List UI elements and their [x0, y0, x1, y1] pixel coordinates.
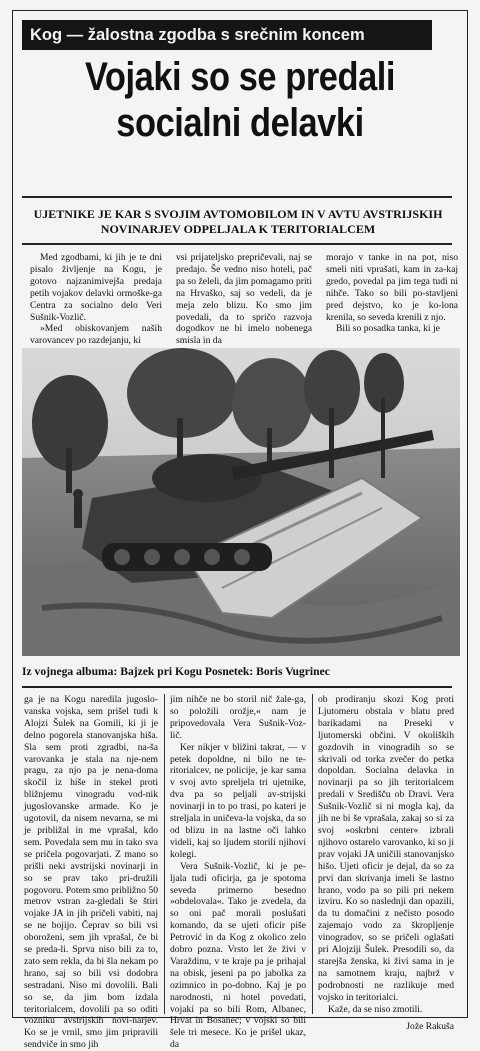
headline-line-2: socialni delavki — [116, 101, 364, 145]
paragraph: morajo v tanke in na pot, niso smeli niti vprašati, kam in za-kaj gredo, povedal pa jim tega tudi ni nihče. Tako so bili po-stavljeni pred dejstvo, ko je ko-lona krenila, so seveda krenili z njo. — [326, 252, 458, 323]
paragraph: Bili so posadka tanka, ki je — [336, 323, 440, 335]
headline-line-1: Vojaki so se predali — [84, 55, 396, 99]
paragraph: Kaže, da se niso zmotili. — [328, 1003, 423, 1015]
tank-photo — [22, 348, 460, 656]
subheadline — [30, 207, 446, 237]
paragraph: Ker nikjer v bližini takrat, — v petek dopoldne, ni bilo ne te-ritorialcev, ne policije, je kar sama v svoj avto spreljela tri ujetnike, dva pa so peljali av-strijski novinarji in to po trasi, po kateri je streljala in uničeva-la vojska, da so od blizu in na lastne oči lahko videli, kaj so ljudem storili njihovi kolegi. — [170, 741, 306, 860]
paragraph: Med zgodbami, ki jih je te dni pisalo življenje na Kogu, je gotovo najzanimivejša predaja petih vojakov delavki ormoške-ga Centra za socialno delo Veri Sušnik-Vozlič. — [30, 252, 162, 323]
top-column-1 — [30, 252, 162, 347]
subheadline-line-1: UJETNIKE JE KAR S SVOJIM AVTOMOBILOM IN V AVTU AVSTRIJSKIH — [33, 207, 443, 221]
top-column-3 — [326, 252, 458, 335]
photo-caption: Iz vojnega albuma: Bajzek pri Kogu Posnetek: Boris Vugrinec — [22, 665, 330, 678]
rule-below-subhead — [22, 243, 452, 245]
column-divider-1 — [164, 694, 165, 1014]
rule-top — [22, 196, 452, 198]
column-divider-2 — [312, 694, 313, 1014]
tank-photo-illustration — [22, 348, 460, 656]
bottom-column-3 — [318, 694, 454, 1033]
paragraph: ga je na Kogu naredila jugoslo-vanska vojska, sem prišel tudi k Alojzi Šulek na Gomili, ki ji je delno pogorela stanovanjska hiša. Sla sem proti zgradbi, na-ša varovanka je stala na nje-nem pragu, za njo pa je nena-doma skočil iz hiše in stekel proti bližnjemu vinogradu vod-nik jugoslovanske armade. Ko je ugotovil, da nisem nevarna, se mi je približal in me vprašal, kdo sem. Povedala sem mu in tako sva se pričela pogovarjati. Z mano so prišli neki avstrijski novinarji in so se prav tako pri-družili pogovoru. Potem smo približno 50 metrov vstran za-gledali še štiri vojake JA in jih pričeli vabiti, naj se ne bojijo. Čeprav so bili vsi oboroženi, sem jih vprašal, če bi se preda-li. Sprva niso bili za to, zato sem rekla, da bi šla nekam po hrano, saj so bili vsi dodobra sestradani. Niso mi dovolili. Bali so se, da jim bom izdala teritorialcem, dovolili pa so oditi vozniku avstrijskih novi-narjev. Ko se je vrnil, smo jim pripravili sendviče in smo jih — [24, 694, 158, 1051]
paragraph: vsi prijateljsko prepričevali, naj se predajo. Še vedno niso hoteli, pač pa so želeli, da jim pomagamo priti na Hrvaško, saj so vedeli, da je meja zelo blizu. Ko smo jim povedali, da to spričo razvoja dogodkov ne bi imelo nobenega smisla in da — [176, 252, 312, 347]
kicker-banner: Kog — žalostna zgodba s srečnim koncem — [22, 20, 432, 50]
paragraph: ob prodiranju skozi Kog proti Ljutomeru obstala v blatu pred barikadami na Preseki v ljutomerski občini. V okoliških gozdovih in vinogradih so se skrivali od torka zvečer do petka dopoldan. Socialna delavka in novinarji pa so jih teritorialcem predali v Središču ob Dravi. Vera Sušnik-Vozlič si ni mogla kaj, da jih ne bi še vprašala, zakaj so si za svoj »oskrbni center« izbrali njihovo ostarelo varovanko, ki so ji prav vojaki JA uničili stanovanjsko hišo. Ujeti oficir je dejal, da so za prvi dan skrivanja imeli še lastno hrano, vodo pa so pili pri nekem izviru. Ko so naslednji dan opazili, da tu domačini z nečisto posodo zajemajo vodo za škropljenje vinogradov, so se pričeli oglašati pri Alojziji Šulek. Presodili so, da starejša ženska, ki živi sama in je na samotnem kraju, najbrž v podrobnosti ne razlikuje med vojsko in teritorialci. — [318, 694, 454, 1003]
top-column-2 — [176, 252, 312, 347]
paragraph: jim nihče ne bo storil nič žale-ga, so položili orožje,« nam je pripovedovala Vera Sušnik-Voz-lič. — [170, 694, 306, 741]
headline — [51, 54, 429, 146]
paragraph: Vera Sušnik-Vozlič, ki je pe-ljala tudi oficirja, ga je spotoma seveda primerno besedno »obdelovala«. Tako je zvedela, da so oni pač morali poslušati komando, da se ujeti oficir piše Petrović in da Kog z okolico zelo dobro pozna. Vrsto let že živi v Varaždinu, v te kraje pa je prihajal na obisk, jeseni pa po jabolka za ozimnico in po-dobno. Kaj je po narodnosti, ni hotel povedati, vojaki pa so bili Rom, Albanec, Hrvat in Bosanec; v vojski so bili šele tri mesece. Ko je prišel ukaz, da — [170, 860, 306, 1051]
subheadline-line-2: NOVINARJEV ODPELJALA K TERITORIALCEM — [100, 222, 376, 236]
paragraph: »Med obiskovanjem naših varovancev po razdejanju, ki — [30, 323, 162, 347]
bottom-column-1 — [24, 694, 158, 1051]
rule-below-caption — [22, 686, 452, 688]
byline: Jože Rakuša — [406, 1021, 454, 1033]
bottom-column-2 — [170, 694, 306, 1051]
